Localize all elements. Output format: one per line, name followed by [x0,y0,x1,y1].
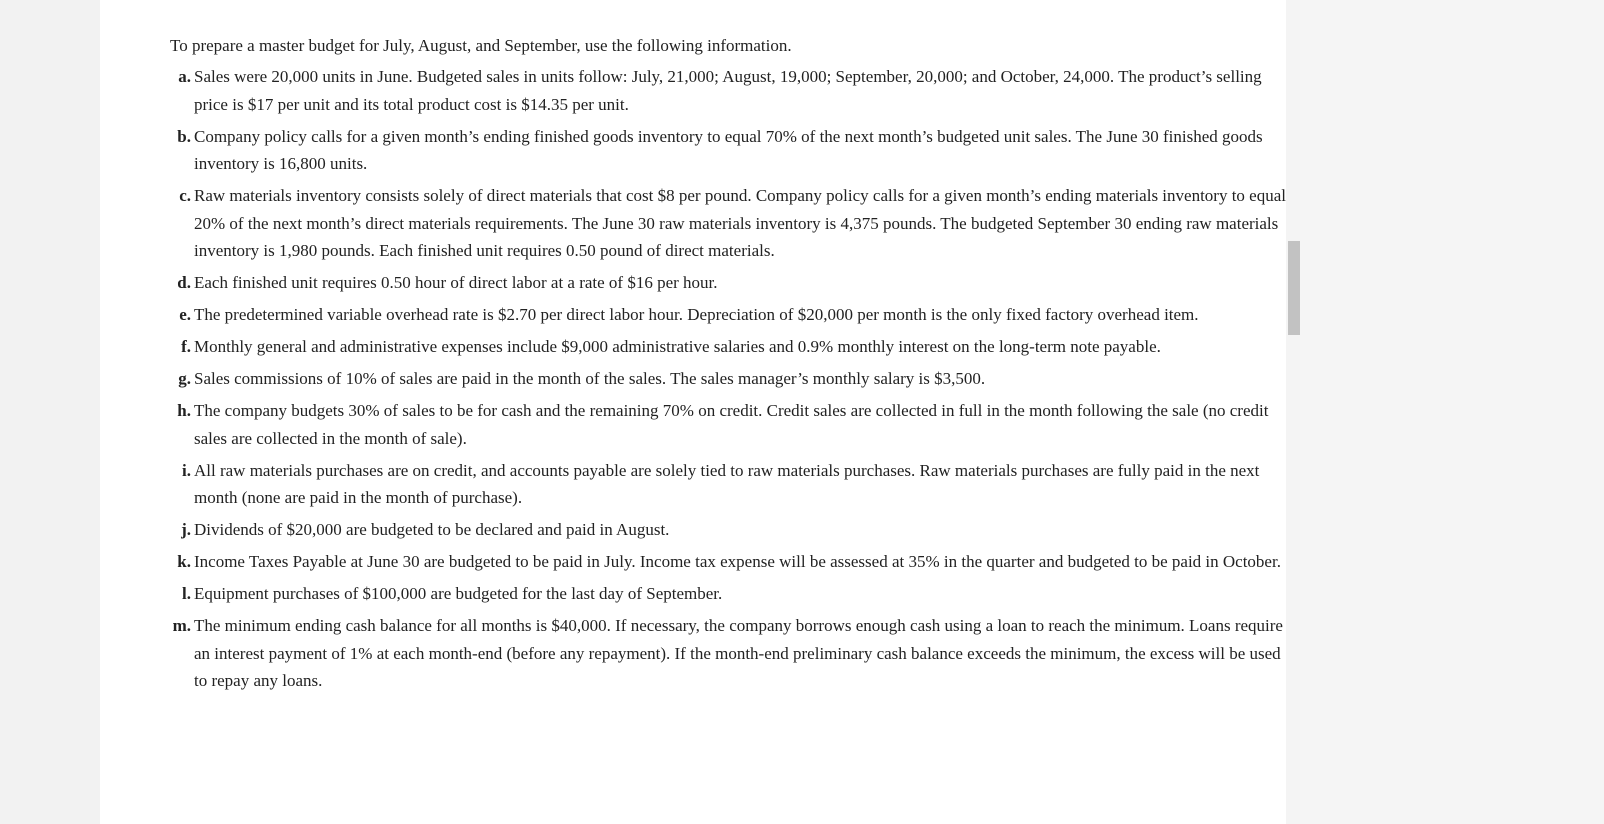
item-text: The minimum ending cash balance for all months is $40,000. If necessary, the company borrows enough cash using a loan to reach the minimum. Loans require an interest payment of 1% at each month-end (before any repayment). If the month-end preliminary cash balance exceeds the minimum, the excess will be used to repay any loans. [194,616,1283,690]
item-text: Each finished unit requires 0.50 hour of direct labor at a rate of $16 per hour. [194,273,718,292]
item-letter: b. [177,126,191,146]
item-text: Company policy calls for a given month’s ending finished goods inventory to equal 70% of the next month’s budgeted unit sales. The June 30 finished goods inventory is 16,800 units. [194,126,1263,173]
item-text: Dividends of $20,000 are budgeted to be declared and paid in August. [194,520,670,539]
item-text: The predetermined variable overhead rate is $2.70 per direct labor hour. Depreciation of $20,000 per month is the only fixed factory overhead item. [194,305,1199,324]
list-item [170,182,1286,265]
right-side-panel [1300,0,1604,824]
item-letter: l. [182,584,191,603]
scrollbar-track[interactable] [1286,0,1300,824]
item-letter: i. [182,460,191,480]
item-text: All raw materials purchases are on credit, and accounts payable are solely tied to raw materials purchases. Raw materials purchases are fully paid in the next month (none are paid in the month of purchase). [194,460,1260,507]
item-letter: g. [178,369,191,388]
list-item [170,580,1286,608]
scrollbar-thumb[interactable] [1288,241,1300,335]
list-item [170,123,1286,178]
problem-content [170,32,1286,699]
list-item [170,516,1286,544]
item-letter: c. [179,186,191,205]
list-item [170,612,1286,695]
item-text: Sales were 20,000 units in June. Budgeted sales in units follow: July, 21,000; August, 19,000; September, 20,000; and October, 24,000. The product’s selling price is $17 per unit and its total product cost is $14.35 per unit. [194,67,1262,114]
item-text: Sales commissions of 10% of sales are paid in the month of the sales. The sales manager’s monthly salary is $3,500. [194,369,986,388]
item-letter: j. [181,520,191,539]
information-list [170,63,1286,695]
item-text: The company budgets 30% of sales to be for cash and the remaining 70% on credit. Credit sales are collected in full in the month following the sale (no credit sales are collected in the month of sale). [194,401,1269,448]
list-item [170,301,1286,329]
item-letter: k. [177,552,191,571]
item-letter: h. [177,401,191,420]
document-page [100,0,1286,824]
item-letter: e. [179,305,191,324]
item-text: Income Taxes Payable at June 30 are budgeted to be paid in July. Income tax expense will be assessed at 35% in the quarter and budgeted to be paid in October. [194,552,1281,571]
list-item [170,397,1286,452]
list-item [170,63,1286,118]
item-letter: f. [181,337,191,356]
list-item [170,333,1286,361]
list-item [170,365,1286,393]
item-text: Raw materials inventory consists solely of direct materials that cost $8 per pound. Company policy calls for a given month’s ending materials inventory to equal 20% of the next month’s direct materials requirements. The June 30 raw materials inventory is 4,375 pounds. The budgeted September 30 ending raw materials inventory is 1,980 pounds. Each finished unit requires 0.50 pound of direct materials. [194,186,1287,260]
item-text: Monthly general and administrative expenses include $9,000 administrative salaries and 0.9% monthly interest on the long-term note payable. [194,337,1161,356]
item-letter: d. [177,273,191,292]
list-item [170,269,1286,297]
list-item [170,457,1286,512]
item-text: Equipment purchases of $100,000 are budgeted for the last day of September. [194,584,723,603]
intro-paragraph: To prepare a master budget for July, August, and September, use the following information. [170,36,792,55]
item-letter: a. [178,67,191,86]
item-letter: m. [172,616,191,635]
list-item [170,548,1286,576]
